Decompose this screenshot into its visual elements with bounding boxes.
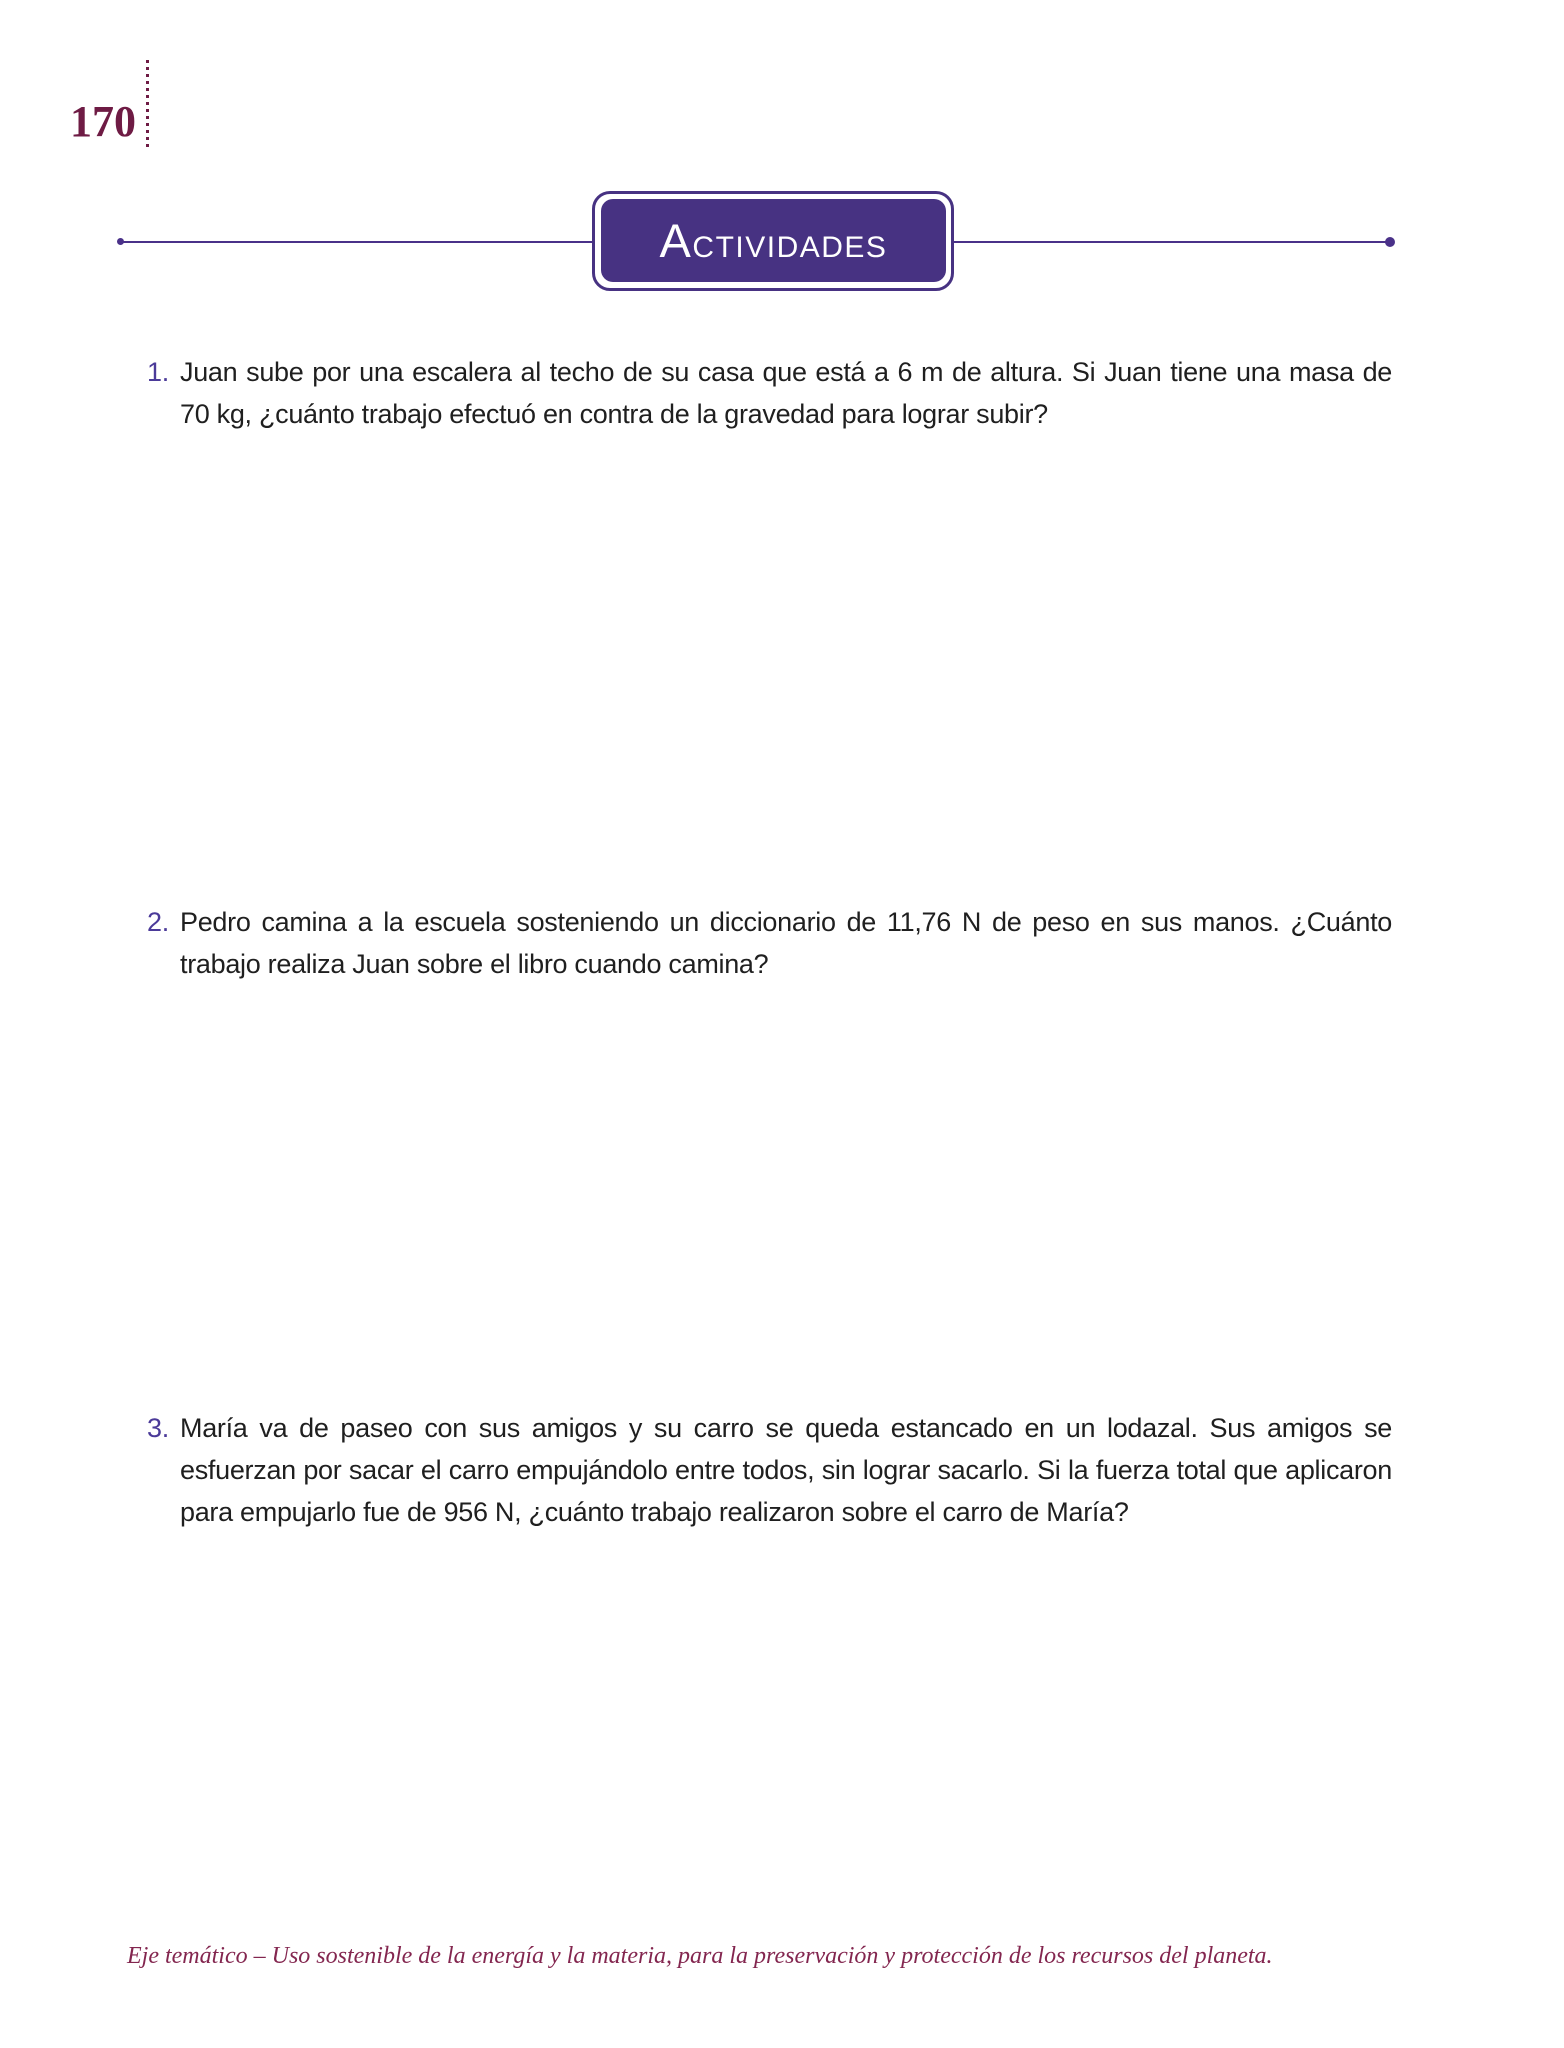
banner-title-initial: A xyxy=(659,214,693,267)
banner-title-rest: CTIVIDADES xyxy=(692,231,888,264)
question-1-text: Juan sube por una escalera al techo de su casa que está a 6 m de altura. Si Juan tiene una masa de 70 kg, ¿cuánto trabajo efectuó en contra de la gravedad para lograr subir? xyxy=(180,357,1392,429)
activities-banner-title xyxy=(659,214,888,267)
page-number: 170 xyxy=(70,97,136,146)
question-3-number: 3. xyxy=(147,1413,169,1443)
question-3 xyxy=(147,1407,1392,1533)
question-2-text: Pedro camina a la escuela sosteniendo un diccionario de 11,76 N de peso en sus manos. ¿Cuánto trabajo realiza Juan sobre el libro cuando camina? xyxy=(180,907,1392,979)
question-2 xyxy=(147,901,1392,985)
activities-banner-fill xyxy=(601,199,946,282)
activities-banner xyxy=(592,191,954,291)
question-2-number: 2. xyxy=(147,907,169,937)
divider-left-dot xyxy=(117,238,124,245)
footer-theme-line: Eje temático – Uso sostenible de la energía y la materia, para la preservación y protección de los recursos del planeta. xyxy=(127,1943,1273,1969)
divider-right-dot xyxy=(1385,237,1395,247)
page-number-dotted-rule xyxy=(146,60,149,150)
question-1-number: 1. xyxy=(147,357,169,387)
question-3-text: María va de paseo con sus amigos y su carro se queda estancado en un lodazal. Sus amigos se esfuerzan por sacar el carro empujándolo entre todos, sin lograr sacarlo. Si la fuerza total que aplicaron para empujarlo fue de 956 N, ¿cuánto trabajo realizaron sobre el carro de María? xyxy=(180,1413,1392,1527)
question-1 xyxy=(147,351,1392,435)
